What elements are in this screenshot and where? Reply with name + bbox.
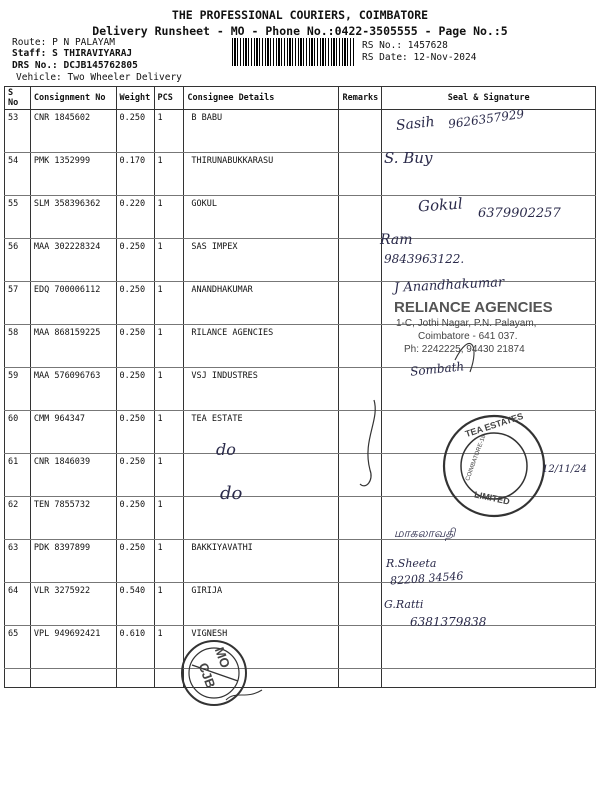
remarks-scribble xyxy=(360,400,375,486)
cell-sno: 55 xyxy=(5,196,31,239)
cell-pcs: 1 xyxy=(154,153,184,196)
cell-weight: 0.220 xyxy=(116,196,154,239)
rs-no-label: RS No.: xyxy=(362,40,403,51)
phone-56: 9843963122. xyxy=(384,252,465,266)
phone-53: 9626357929 xyxy=(447,106,525,132)
cell-consignment: CNR 1845602 xyxy=(30,110,116,153)
cell-sno: 59 xyxy=(5,368,31,411)
cell-pcs: 1 xyxy=(154,454,184,497)
cell-consignment: SLM 358396362 xyxy=(30,196,116,239)
col-remarks-header: Remarks xyxy=(339,87,382,110)
cell-sno: 63 xyxy=(5,540,31,583)
rs-date-value: 12-Nov-2024 xyxy=(413,52,477,63)
cell-details: ANANDHAKUMAR xyxy=(184,282,339,325)
cell-weight: 0.250 xyxy=(116,411,154,454)
cell-details: GIRIJA xyxy=(184,583,339,626)
cell-pcs: 1 xyxy=(154,411,184,454)
runsheet-subtitle: Delivery Runsheet - MO - Phone No.:0422-3505555 - Page No.:5 xyxy=(92,24,508,38)
cell-details: TEA ESTATE xyxy=(184,411,339,454)
cell-weight: 0.250 xyxy=(116,497,154,540)
col-consignment-header: Consignment No xyxy=(30,87,116,110)
cell-weight: 0.170 xyxy=(116,153,154,196)
cell-consignment: MAA 576096763 xyxy=(30,368,116,411)
vehicle-label: Vehicle: xyxy=(16,72,62,83)
cell-sno: 53 xyxy=(5,110,31,153)
cell-consignment: PDK 8397899 xyxy=(30,540,116,583)
cell-consignment: TEN 7855732 xyxy=(30,497,116,540)
cell-weight: 0.250 xyxy=(116,110,154,153)
cell-details: VSJ INDUSTRES xyxy=(184,368,339,411)
date-62: 12/11/24 xyxy=(542,464,587,475)
phone-55: 6379902257 xyxy=(478,206,561,221)
col-sno-header: S No xyxy=(5,87,31,110)
rs-date-label: RS Date: xyxy=(362,52,408,63)
cell-sno: 61 xyxy=(5,454,31,497)
company-title: THE PROFESSIONAL COURIERS, COIMBATORE xyxy=(171,8,429,22)
signature-61: do xyxy=(216,440,236,459)
cell-weight: 0.610 xyxy=(116,626,154,669)
cell-pcs: 1 xyxy=(154,368,184,411)
staff-value: S THIRAVIYARAJ xyxy=(52,48,133,59)
phone-65: 6381379838 xyxy=(410,615,487,629)
mo-stamp-top: MO xyxy=(211,645,234,670)
cell-sno: 56 xyxy=(5,239,31,282)
cell-details: RILANCE AGENCIES xyxy=(184,325,339,368)
cell-consignment: VLR 3275922 xyxy=(30,583,116,626)
cell-sno: 62 xyxy=(5,497,31,540)
reliance-stamp-phone: Ph: 2242225, 94430 21874 xyxy=(404,344,525,355)
mo-stamp-bottom: CJB xyxy=(195,660,219,691)
cell-consignment: CNR 1846039 xyxy=(30,454,116,497)
cell-sno: 65 xyxy=(5,626,31,669)
cell-details: VIGNESH xyxy=(184,626,339,669)
cell-details: THIRUNABUKKARASU xyxy=(184,153,339,196)
signature-54: S. Buy xyxy=(384,149,433,167)
cell-sno: 57 xyxy=(5,282,31,325)
cell-details: GOKUL xyxy=(184,196,339,239)
col-weight-header: Weight xyxy=(116,87,154,110)
cell-sno: 64 xyxy=(5,583,31,626)
cell-weight: 0.250 xyxy=(116,325,154,368)
signature-53: Sasih xyxy=(395,114,436,134)
rs-no-value: 1457628 xyxy=(407,40,448,51)
cell-details: SAS IMPEX xyxy=(184,239,339,282)
cell-details: B BABU xyxy=(184,110,339,153)
cell-pcs: 1 xyxy=(154,540,184,583)
cell-pcs: 1 xyxy=(154,497,184,540)
cell-consignment: VPL 949692421 xyxy=(30,626,116,669)
cell-pcs: 1 xyxy=(154,583,184,626)
route-label: Route: xyxy=(12,37,47,48)
signature-62: do xyxy=(220,483,243,504)
tea-seal-top-text: TEA ESTATES xyxy=(463,410,525,440)
signature-59: Sombath xyxy=(409,359,465,379)
tea-seal-inner-text: COIMBATORE-18 xyxy=(465,434,488,482)
drs-label: DRS No.: xyxy=(12,60,58,71)
cell-consignment: EDQ 700006112 xyxy=(30,282,116,325)
phone-64: 82208 34546 xyxy=(389,569,464,588)
reliance-stamp-address1: 1-C, Jothi Nagar, P.N. Palayam, xyxy=(396,318,537,329)
cell-consignment: MAA 868159225 xyxy=(30,325,116,368)
reliance-stamp-name: RELIANCE AGENCIES xyxy=(394,299,553,316)
cell-weight: 0.250 xyxy=(116,454,154,497)
cell-sno: 54 xyxy=(5,153,31,196)
cell-pcs: 1 xyxy=(154,626,184,669)
signature-57: J Anandhakumar xyxy=(393,275,505,296)
cell-pcs: 1 xyxy=(154,325,184,368)
col-pcs-header: PCS xyxy=(154,87,184,110)
cell-pcs: 1 xyxy=(154,110,184,153)
cell-weight: 0.250 xyxy=(116,540,154,583)
signature-56: Ram xyxy=(380,232,413,248)
cell-pcs: 1 xyxy=(154,282,184,325)
cell-weight: 0.250 xyxy=(116,239,154,282)
cell-consignment: PMK 1352999 xyxy=(30,153,116,196)
cell-pcs: 1 xyxy=(154,196,184,239)
cell-weight: 0.250 xyxy=(116,282,154,325)
tea-seal-bottom-text: LIMITED xyxy=(473,489,511,507)
signature-55: Gokul xyxy=(417,194,464,216)
cell-weight: 0.250 xyxy=(116,368,154,411)
vehicle-value: Two Wheeler Delivery xyxy=(67,72,182,83)
signature-64: R.Sheeta xyxy=(386,557,437,570)
col-signature-header: Seal & Signature xyxy=(382,87,596,110)
cell-weight: 0.540 xyxy=(116,583,154,626)
cell-pcs: 1 xyxy=(154,239,184,282)
cell-details: BAKKIYAVATHI xyxy=(184,540,339,583)
cell-consignment: MAA 302228324 xyxy=(30,239,116,282)
reliance-stamp-address2: Coimbatore - 641 037. xyxy=(418,331,518,342)
cell-sno: 58 xyxy=(5,325,31,368)
col-details-header: Consignee Details xyxy=(184,87,339,110)
cell-consignment: CMM 964347 xyxy=(30,411,116,454)
cell-sno: 60 xyxy=(5,411,31,454)
staff-label: Staff: xyxy=(12,48,47,59)
signature-63: மாகலாவதி xyxy=(394,526,456,540)
route-value: P N PALAYAM xyxy=(52,37,115,48)
signature-65: G.Ratti xyxy=(384,598,424,611)
drs-value: DCJB145762805 xyxy=(63,60,138,71)
